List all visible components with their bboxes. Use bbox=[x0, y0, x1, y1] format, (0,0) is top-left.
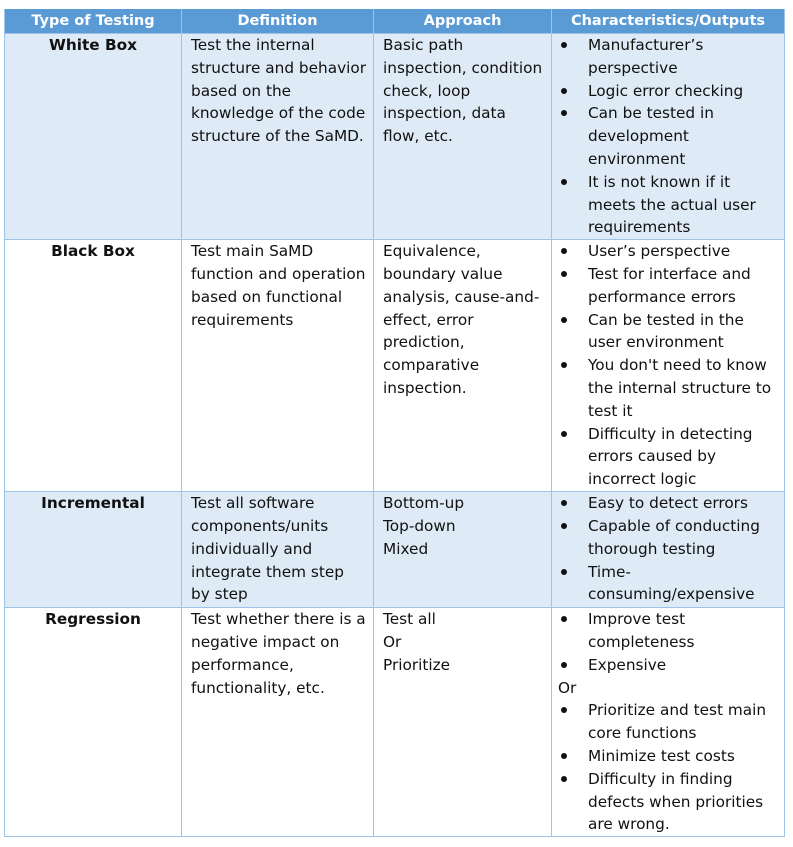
header-characteristics: Characteristics/Outputs bbox=[552, 9, 785, 34]
list-item: It is not known if it meets the actual user requirements bbox=[558, 171, 780, 239]
list-item: You don't need to know the internal structure to test it bbox=[558, 354, 780, 422]
approach-line: Equivalence, boundary value analysis, cause-and-effect, error prediction, comparative inspection. bbox=[383, 242, 540, 397]
characteristics-list bbox=[558, 608, 780, 676]
list-item: Test for interface and performance errors bbox=[558, 263, 780, 309]
header-type-of-testing: Type of Testing bbox=[5, 9, 182, 34]
list-item: Can be tested in the user environment bbox=[558, 309, 780, 355]
list-item: Prioritize and test main core functions bbox=[558, 699, 780, 745]
approach-cell bbox=[374, 34, 552, 240]
table-row-regression bbox=[5, 608, 785, 837]
definition-cell: Test the internal structure and behavior based on the knowledge of the code structure of the SaMD. bbox=[182, 34, 374, 240]
table-row-incremental bbox=[5, 492, 785, 608]
table-row-black-box bbox=[5, 240, 785, 492]
type-cell: Incremental bbox=[5, 492, 182, 608]
header-row bbox=[5, 9, 785, 34]
definition-cell: Test whether there is a negative impact on performance, functionality, etc. bbox=[182, 608, 374, 837]
list-item: Expensive bbox=[558, 654, 780, 677]
characteristics-cell bbox=[552, 492, 785, 608]
approach-cell bbox=[374, 240, 552, 492]
list-item: Difficulty in finding defects when priorities are wrong. bbox=[558, 768, 780, 836]
list-item: User’s perspective bbox=[558, 240, 780, 263]
approach-line: Bottom-up bbox=[383, 494, 465, 513]
type-cell: Black Box bbox=[5, 240, 182, 492]
characteristics-list bbox=[558, 492, 780, 606]
list-item: Difficulty in detecting errors caused by incorrect logic bbox=[558, 423, 780, 491]
approach-line: Mixed bbox=[383, 539, 429, 558]
approach-line: Or bbox=[383, 632, 402, 651]
characteristics-list bbox=[558, 240, 780, 491]
list-item: Time-consuming/expensive bbox=[558, 561, 780, 607]
list-item: Capable of conducting thorough testing bbox=[558, 515, 780, 561]
list-item: Minimize test costs bbox=[558, 745, 780, 768]
header-definition: Definition bbox=[182, 9, 374, 34]
approach-line: Basic path inspection, condition check, loop inspection, data flow, etc. bbox=[383, 36, 543, 146]
approach-line: Top-down bbox=[383, 516, 456, 535]
type-cell: White Box bbox=[5, 34, 182, 240]
characteristics-cell bbox=[552, 608, 785, 837]
list-item: Manufacturer’s perspective bbox=[558, 34, 780, 80]
characteristics-cell bbox=[552, 240, 785, 492]
list-item: Improve test completeness bbox=[558, 608, 780, 654]
approach-line: Prioritize bbox=[383, 655, 451, 674]
testing-types-table bbox=[4, 9, 785, 837]
list-item: Can be tested in development environment bbox=[558, 102, 780, 170]
characteristics-cell bbox=[552, 34, 785, 240]
approach-cell bbox=[374, 492, 552, 608]
table-row-white-box bbox=[5, 34, 785, 240]
approach-cell bbox=[374, 608, 552, 837]
list-item: Logic error checking bbox=[558, 80, 780, 103]
definition-cell: Test all software components/units individually and integrate them step by step bbox=[182, 492, 374, 608]
header-approach: Approach bbox=[374, 9, 552, 34]
list-item: Easy to detect errors bbox=[558, 492, 780, 515]
or-separator: Or bbox=[558, 678, 577, 697]
definition-cell: Test main SaMD function and operation based on functional requirements bbox=[182, 240, 374, 492]
approach-line: Test all bbox=[383, 610, 436, 629]
characteristics-list bbox=[558, 34, 780, 239]
characteristics-list bbox=[558, 699, 780, 836]
type-cell: Regression bbox=[5, 608, 182, 837]
